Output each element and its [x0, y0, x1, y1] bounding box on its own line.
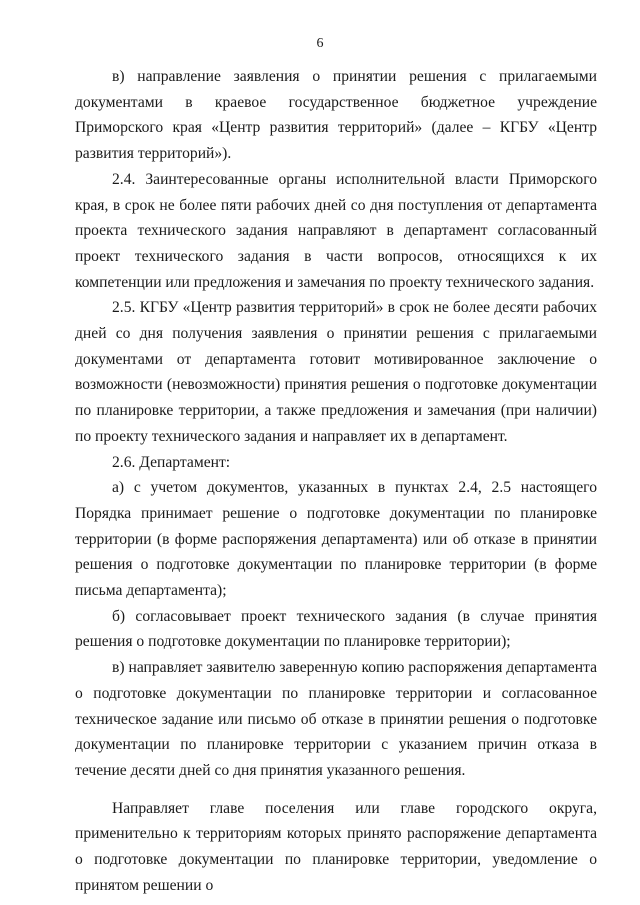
paragraph-3-3-v: в) направление заявления о принятии решения с прилагаемыми документами в краевое государственное бюджетное учреждение Приморского края «Центр развития территорий» (далее – КГБУ «Центр развития территорий»). — [75, 68, 597, 163]
page-number: 6 — [316, 36, 324, 51]
paragraph-notification: Направляет главе поселения или главе городского округа, применительно к территориям которых принято распоряжение департамента о подготовке документации по планировке территории, уведомление о принятом решении о — [75, 799, 597, 894]
document-body — [75, 64, 597, 899]
paragraph-2-6-b: б) согласовывает проект технического задания (в случае принятия решения о подготовке документации по планировке территории); — [75, 607, 597, 651]
paragraph-2-4: 2.4. Заинтересованные органы исполнительной власти Приморского края, в срок не более пяти рабочих дней со дня поступления от департамента проекта технического задания направляют в департамент согласованный проект технического задания в части вопросов, относящихся к их компетенции или предложения и замечания по проекту технического задания. — [75, 170, 597, 291]
paragraph-2-6-v: в) направляет заявителю заверенную копию распоряжения департамента о подготовке документации по планировке территории и согласованное техническое задание или письмо об отказе в принятии решения о подготовке документации по планировке территории с указанием причин отказа в течение десяти дней со дня принятия указанного решения. — [75, 659, 597, 779]
paragraph-2-5: 2.5. КГБУ «Центр развития территорий» в срок не более десяти рабочих дней со дня получения заявления о принятии решения с прилагаемыми документами от департамента готовит мотивированное заключение о возможности (невозможности) принятия решения о подготовке документации по планировке территории, а также предложения и замечания (при наличии) по проекту технического задания и направляет их в департамент. — [75, 299, 597, 445]
paragraph-2-6-heading: 2.6. Департамент: — [112, 453, 231, 471]
paragraph-2-6-a: а) с учетом документов, указанных в пунктах 2.4, 2.5 настоящего Порядка принимает решение о подготовке документации по планировке территории (в форме распоряжения департамента) или об отказе в принятии решения о подготовке документации по планировке территории (в форме письма департамента); — [75, 479, 597, 600]
